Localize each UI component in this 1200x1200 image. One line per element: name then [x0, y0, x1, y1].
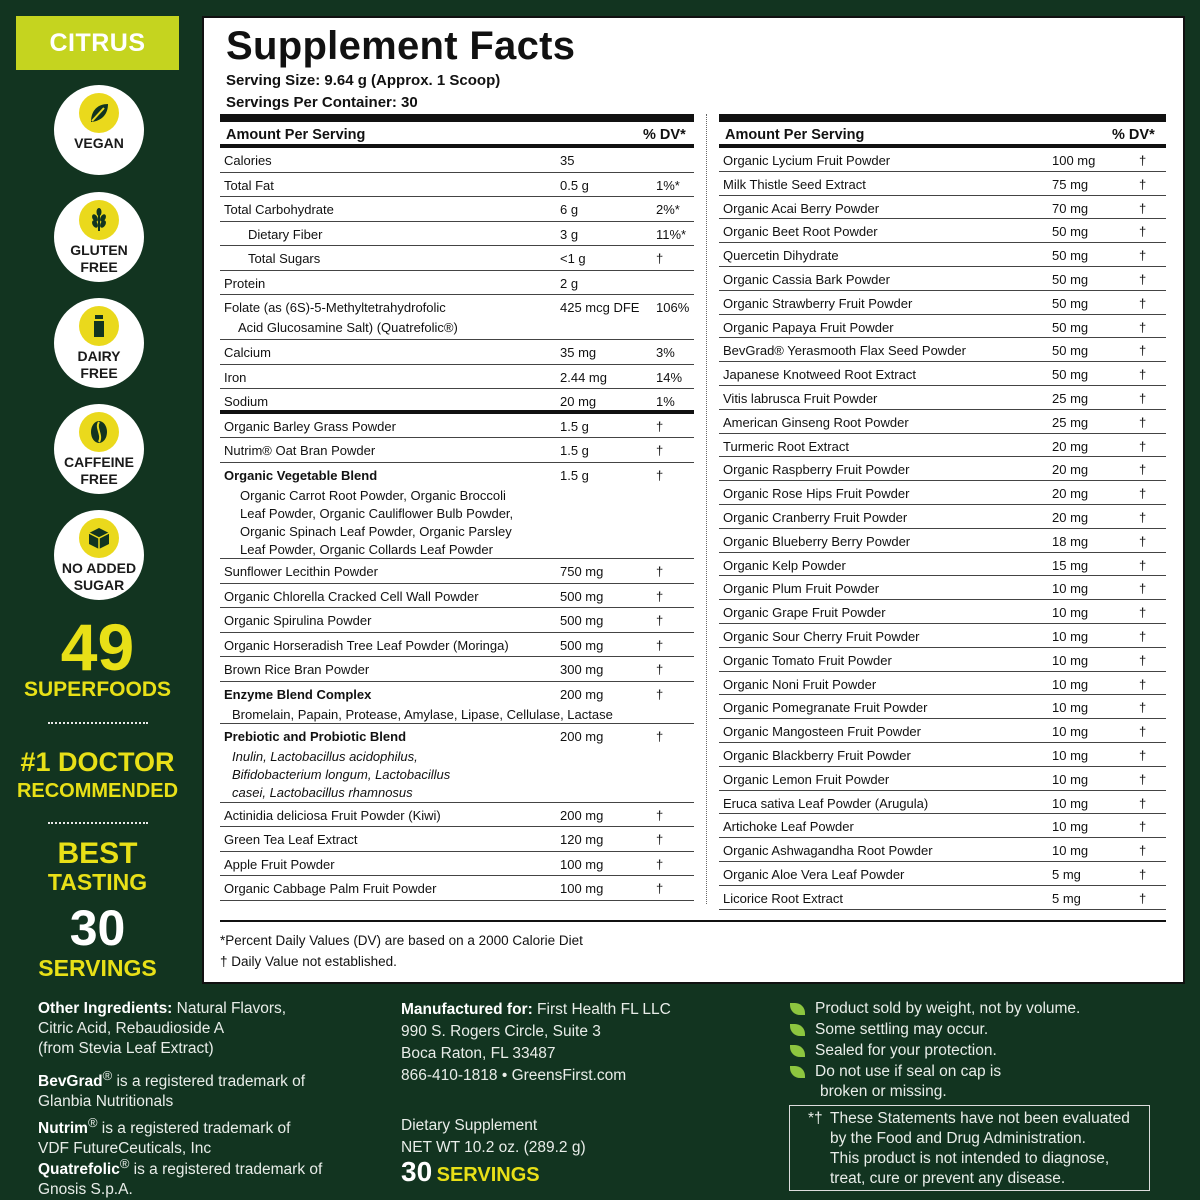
nutrient-name: Organic Tomato Fruit Powder [723, 652, 892, 668]
nutrient-name: Brown Rice Bran Powder [224, 662, 370, 677]
bullet-item: Do not use if seal on cap is [790, 1062, 1001, 1082]
trademark-bevgrad: BevGrad® is a registered trademark of Glanbia Nutritionals [38, 1068, 306, 1111]
nutrient-amount: 100 mg [560, 881, 604, 896]
facts-row [719, 838, 1166, 862]
bullet-item: Product sold by weight, not by volume. [790, 999, 1080, 1019]
nutrient-dv: 11%* [656, 226, 687, 242]
nutrient-name: Dietary Fiber [248, 226, 323, 242]
bottom-servings-count: 30 [401, 1156, 433, 1187]
nutrient-amount: 10 mg [1052, 843, 1089, 859]
nutrient-dv: † [656, 686, 664, 702]
facts-row [719, 457, 1166, 481]
badge-label: GLUTEN FREE [70, 242, 128, 275]
nutrient-amount: 500 mg [560, 613, 604, 628]
facts-row [220, 608, 694, 633]
nutrient-dv: † [656, 637, 664, 653]
nutrient-name: Turmeric Root Extract [723, 438, 849, 454]
nutrient-amount: 100 mg [560, 856, 604, 872]
nutrient-name: Actinidia deliciosa Fruit Powder (Kiwi) [224, 807, 441, 823]
sugar-cube-icon [79, 518, 119, 558]
footnote-dv: *Percent Daily Values (DV) are based on a 2000 Calorie Diet [220, 933, 583, 948]
nutrient-amount: 750 mg [560, 564, 604, 579]
nutrient-dv: † [656, 613, 664, 628]
facts-row [719, 267, 1166, 291]
nutrient-amount: 500 mg [560, 588, 604, 604]
nutrient-dv: † [1139, 486, 1147, 502]
facts-row [220, 173, 694, 198]
nutrient-dv: † [656, 729, 664, 744]
nutrient-name: Japanese Knotweed Root Extract [723, 367, 916, 383]
blend-ingredients: Organic Carrot Root Powder, Organic Broccoli [240, 487, 506, 503]
facts-row [220, 197, 694, 222]
nutrient-name: Organic Chlorella Cracked Cell Wall Powder [224, 588, 479, 604]
nutrient-name: Calcium [224, 345, 271, 360]
nutrient-name: Organic Horseradish Tree Leaf Powder (Moringa) [224, 637, 509, 653]
facts-row [220, 365, 694, 390]
nutrient-amount: 300 mg [560, 662, 604, 677]
nutrient-amount: 20 mg [1052, 509, 1089, 525]
badge-no-added-sugar [54, 510, 144, 600]
facts-row [220, 340, 694, 365]
serving-size: Serving Size: 9.64 g (Approx. 1 Scoop) [226, 72, 501, 89]
facts-row [220, 657, 694, 682]
nutrient-amount: 10 mg [1052, 819, 1089, 835]
nutrient-name: Organic Lemon Fruit Powder [723, 771, 890, 787]
facts-row [220, 803, 694, 828]
bullet-item-continued: broken or missing. [820, 1083, 947, 1100]
nutrient-name: Organic Cranberry Fruit Powder [723, 509, 908, 525]
badge-caffeine-free [54, 404, 144, 494]
nutrient-dv: † [1139, 628, 1147, 644]
facts-row [719, 243, 1166, 267]
nutrient-name: Organic Ashwagandha Root Powder [723, 843, 933, 859]
facts-row [220, 584, 694, 609]
badge-label: NO ADDED SUGAR [61, 560, 137, 593]
nutrient-name: Enzyme Blend Complex [224, 686, 372, 702]
column-header [220, 122, 694, 148]
facts-row [220, 724, 694, 803]
facts-row [719, 481, 1166, 505]
nutrient-amount: 75 mg [1052, 176, 1089, 192]
nutrient-dv: 106% [656, 300, 690, 315]
nutrient-amount: 10 mg [1052, 581, 1089, 597]
nutrient-name: Organic Beet Root Powder [723, 224, 878, 240]
blend-ingredients: casei, Lactobacillus rhamnosus [232, 785, 413, 800]
nutrient-dv: † [1139, 438, 1147, 454]
footnote-dagger: † Daily Value not established. [220, 954, 397, 969]
nutrient-dv: † [1139, 462, 1147, 478]
facts-row [719, 529, 1166, 553]
nutrient-amount: 2 g [560, 275, 579, 291]
nutrient-name: Protein [224, 275, 266, 291]
net-weight-info: Dietary Supplement NET WT 10.2 oz. (289.2 g) [401, 1117, 586, 1156]
blend-ingredients: Inulin, Lactobacillus acidophilus, [232, 749, 418, 764]
superfoods-label: SUPERFOODS [23, 678, 172, 701]
dv-header: % DV* [1112, 127, 1155, 143]
nutrient-dv: † [1139, 533, 1147, 549]
nutrient-amount: 18 mg [1052, 533, 1089, 549]
blend-ingredients: Bifidobacterium longum, Lactobacillus [232, 767, 451, 782]
nutrient-amount: 20 mg [1052, 486, 1089, 502]
nutrient-name: Apple Fruit Powder [224, 856, 335, 872]
nutrient-amount: 425 mcg DFE [560, 300, 640, 315]
amount-header: Amount Per Serving [725, 127, 865, 143]
nutrient-amount: 50 mg [1052, 271, 1089, 287]
nutrient-name: Organic Grape Fruit Powder [723, 605, 886, 621]
doctor-recommended: RECOMMENDED [16, 780, 179, 802]
superfoods-count: 49 [60, 610, 135, 684]
nutrient-dv: † [1139, 819, 1147, 835]
nutrient-dv: † [1139, 319, 1147, 335]
nutrient-amount: 20 mg [1052, 438, 1089, 454]
nutrient-amount: 5 mg [1052, 866, 1081, 882]
nutrient-name: Green Tea Leaf Extract [224, 832, 358, 847]
nutrient-amount: 2.44 mg [560, 369, 607, 385]
nutrient-amount: 10 mg [1052, 605, 1089, 621]
column-divider [706, 114, 707, 904]
nutrient-amount: 35 [560, 153, 575, 168]
facts-row [220, 246, 694, 271]
nutrient-name: Organic Barley Grass Powder [224, 418, 396, 434]
nutrient-amount: 1.5 g [560, 443, 589, 458]
facts-row [719, 600, 1166, 624]
nutrient-name: Organic Acai Berry Powder [723, 200, 880, 216]
nutrient-dv: † [1139, 176, 1147, 192]
nutrient-amount: 25 mg [1052, 414, 1089, 430]
nutrient-name: Sunflower Lecithin Powder [224, 564, 378, 579]
facts-row [220, 389, 694, 414]
facts-row [220, 559, 694, 584]
nutrient-amount: 3 g [560, 226, 579, 242]
nutrient-amount: 50 mg [1052, 224, 1089, 240]
trademark-nutrim: Nutrim® is a registered trademark of VDF FutureCeuticals, Inc [38, 1115, 291, 1158]
nutrient-name: BevGrad® Yerasmooth Flax Seed Powder [723, 343, 966, 359]
nutrient-amount: <1 g [560, 251, 586, 266]
nutrient-name: Iron [224, 369, 247, 385]
nutrient-dv: † [1139, 581, 1147, 597]
nutrient-amount: 50 mg [1052, 367, 1089, 383]
facts-row [220, 295, 694, 340]
nutrient-amount: 10 mg [1052, 628, 1089, 644]
facts-row [220, 438, 694, 463]
bullet-item: Sealed for your protection. [790, 1041, 997, 1061]
nutrient-amount: 10 mg [1052, 652, 1089, 668]
facts-row [719, 148, 1166, 172]
nutrient-dv: † [1139, 747, 1147, 763]
nutrient-dv: 14% [656, 369, 683, 385]
nutrient-name: Organic Vegetable Blend [224, 467, 378, 483]
nutrient-name: Organic Blueberry Berry Powder [723, 533, 911, 549]
manufacturer-info: Manufactured for: First Health FL LLC 990 S. Rogers Circle, Suite 3 Boca Raton, FL 33487 866-410-1818 • GreensFirst.com [401, 1001, 671, 1084]
nutrient-dv: † [656, 662, 664, 677]
other-ingredients: Other Ingredients: Natural Flavors, Citric Acid, Rebaudioside A (from Stevia Leaf Extract) [38, 1000, 287, 1057]
nutrient-dv: † [1139, 200, 1147, 216]
facts-row [719, 624, 1166, 648]
facts-left-column [220, 114, 694, 901]
facts-row [719, 695, 1166, 719]
doctor-claim: #1 DOCTOR [20, 747, 175, 777]
nutrient-name: Organic Spirulina Powder [224, 613, 372, 628]
nutrient-amount: 70 mg [1052, 200, 1089, 216]
facts-row [220, 827, 694, 852]
badge-gluten-free [54, 192, 144, 282]
servings-label: SERVINGS [38, 955, 157, 981]
nutrient-dv: † [1139, 390, 1147, 406]
nutrient-dv: † [656, 251, 664, 266]
nutrient-dv: 2%* [656, 202, 680, 217]
badge-dairy-free [54, 298, 144, 388]
facts-row [719, 434, 1166, 458]
nutrient-name: Eruca sativa Leaf Powder (Arugula) [723, 795, 929, 811]
nutrient-dv: † [656, 856, 664, 872]
nutrient-name: Organic Lycium Fruit Powder [723, 153, 891, 168]
nutrient-name: Total Fat [224, 177, 274, 193]
nutrient-dv: 3% [656, 345, 675, 360]
facts-row [220, 852, 694, 877]
supplement-facts-panel [202, 16, 1185, 984]
nutrient-amount: 20 mg [1052, 462, 1089, 478]
badge-label: DAIRY FREE [77, 348, 121, 381]
nutrient-amount: 10 mg [1052, 771, 1089, 787]
bullet-item: Some settling may occur. [790, 1020, 988, 1040]
nutrient-dv: † [656, 881, 664, 896]
amount-header: Amount Per Serving [226, 127, 366, 143]
nutrient-dv: † [1139, 224, 1147, 240]
facts-row [719, 410, 1166, 434]
nutrient-name: Artichoke Leaf Powder [723, 819, 854, 835]
nutrient-name: Folate (as (6S)-5-Methyltetrahydrofolic [224, 300, 446, 315]
badge-label: CAFFEINE FREE [64, 454, 134, 487]
nutrient-dv: † [1139, 248, 1147, 264]
nutrient-dv: † [1139, 795, 1147, 811]
nutrient-amount: 500 mg [560, 637, 604, 653]
facts-row [719, 172, 1166, 196]
footnote-rule [220, 920, 1166, 922]
facts-row [220, 876, 694, 901]
nutrient-dv: † [1139, 890, 1147, 906]
nutrient-name: American Ginseng Root Powder [723, 414, 909, 430]
facts-row [220, 414, 694, 439]
nutrient-amount: 200 mg [560, 686, 604, 702]
facts-row [719, 505, 1166, 529]
nutrient-name: Organic Plum Fruit Powder [723, 581, 880, 597]
nutrient-name: Sodium [224, 394, 269, 409]
facts-row [719, 315, 1166, 339]
facts-row [719, 291, 1166, 315]
best-label: BEST [57, 837, 138, 870]
nutrient-amount: 10 mg [1052, 676, 1089, 692]
badge-label: VEGAN [74, 135, 124, 151]
nutrient-amount: 20 mg [560, 394, 597, 409]
nutrient-name: Organic Pomegranate Fruit Powder [723, 700, 928, 716]
nutrient-dv: † [656, 807, 664, 823]
divider [48, 722, 148, 724]
facts-row [719, 338, 1166, 362]
nutrient-amount: 50 mg [1052, 295, 1089, 311]
leaf-bullet-icon [790, 1045, 805, 1057]
nutrient-dv: † [1139, 724, 1147, 740]
nutrient-name: Organic Noni Fruit Powder [723, 676, 877, 692]
nutrient-dv: † [656, 418, 664, 434]
nutrient-name: Organic Papaya Fruit Powder [723, 319, 894, 335]
nutrient-name: Organic Rose Hips Fruit Powder [723, 486, 910, 502]
nutrient-amount: 1.5 g [560, 418, 589, 434]
disclaimer-mark: *† [808, 1110, 823, 1127]
nutrient-amount: 10 mg [1052, 700, 1089, 716]
nutrient-name: Organic Cabbage Palm Fruit Powder [224, 881, 437, 896]
nutrient-amount: 50 mg [1052, 248, 1089, 264]
nutrient-amount: 10 mg [1052, 747, 1089, 763]
nutrient-amount: 10 mg [1052, 724, 1089, 740]
facts-row [719, 743, 1166, 767]
leaf-bullet-icon [790, 1024, 805, 1036]
servings-per-container: Servings Per Container: 30 [226, 94, 418, 111]
nutrient-dv: 1%* [656, 177, 680, 193]
nutrient-amount: 50 mg [1052, 343, 1089, 359]
nutrient-dv: † [1139, 700, 1147, 716]
facts-row [719, 767, 1166, 791]
bottom-servings [401, 1156, 540, 1188]
nutrient-dv: † [1139, 676, 1147, 692]
blend-ingredients: Bromelain, Papain, Protease, Amylase, Lipase, Cellulase, Lactase [232, 706, 613, 722]
facts-row [719, 814, 1166, 838]
blend-ingredients: Leaf Powder, Organic Cauliflower Bulb Powder, [240, 505, 514, 521]
facts-row [719, 219, 1166, 243]
nutrient-name: Total Carbohydrate [224, 202, 334, 217]
nutrient-amount: 15 mg [1052, 557, 1089, 573]
facts-row [719, 672, 1166, 696]
nutrient-amount: 100 mg [1052, 153, 1096, 168]
nutrient-dv: † [1139, 295, 1147, 311]
nutrient-dv: † [656, 443, 664, 458]
tasting-label: TASTING [47, 869, 148, 895]
nutrient-amount: 200 mg [560, 807, 604, 823]
badge-vegan [54, 85, 144, 175]
dv-header: % DV* [643, 127, 686, 143]
nutrient-name: Calories [224, 153, 272, 168]
facts-row [220, 271, 694, 296]
nutrient-amount: 10 mg [1052, 795, 1089, 811]
nutrient-name: Organic Blackberry Fruit Powder [723, 747, 911, 763]
panel-title: Supplement Facts [226, 24, 576, 68]
wheat-icon [79, 200, 119, 240]
nutrient-amount: 120 mg [560, 832, 604, 847]
servings-count: 30 [69, 900, 126, 956]
blend-ingredients: Organic Spinach Leaf Powder, Organic Parsley [240, 523, 512, 539]
nutrient-dv: † [656, 564, 664, 579]
nutrient-dv: † [1139, 557, 1147, 573]
nutrient-name: Organic Strawberry Fruit Powder [723, 295, 913, 311]
nutrient-dv: † [656, 832, 664, 847]
nutrient-dv: † [1139, 771, 1147, 787]
nutrient-amount: 6 g [560, 202, 579, 217]
nutrient-name-line2: Acid Glucosamine Salt) (Quatrefolic®) [238, 320, 458, 335]
nutrient-name: Organic Aloe Vera Leaf Powder [723, 866, 905, 882]
nutrient-name: Organic Mangosteen Fruit Powder [723, 724, 921, 740]
facts-row [220, 463, 694, 560]
nutrient-dv: † [1139, 271, 1147, 287]
nutrient-dv: † [1139, 343, 1147, 359]
facts-row [719, 196, 1166, 220]
nutrient-name: Total Sugars [248, 251, 321, 266]
facts-row [220, 222, 694, 247]
facts-row [719, 648, 1166, 672]
facts-row [719, 719, 1166, 743]
leaf-bullet-icon [790, 1066, 805, 1078]
nutrient-amount: 0.5 g [560, 177, 589, 193]
facts-row [719, 386, 1166, 410]
coffee-bean-icon [79, 412, 119, 452]
nutrient-dv: † [656, 467, 664, 483]
fda-disclaimer: *† These Statements have not been evaluated by the Food and Drug Administration. This product is not intended to diagnose, treat, cure or prevent any disease. [789, 1105, 1150, 1191]
nutrient-amount: 35 mg [560, 345, 597, 360]
leaf-icon [79, 93, 119, 133]
nutrient-dv: † [656, 588, 664, 604]
nutrient-amount: 50 mg [1052, 319, 1089, 335]
nutrient-name: Nutrim® Oat Bran Powder [224, 443, 376, 458]
nutrient-amount: 200 mg [560, 729, 604, 744]
nutrient-name: Milk Thistle Seed Extract [723, 176, 866, 192]
nutrient-name: Prebiotic and Probiotic Blend [224, 729, 407, 744]
nutrient-name: Organic Raspberry Fruit Powder [723, 462, 910, 478]
facts-row [719, 791, 1166, 815]
nutrient-amount: 25 mg [1052, 390, 1089, 406]
nutrient-amount: 5 mg [1052, 890, 1081, 906]
facts-row [719, 886, 1166, 910]
nutrient-dv: † [1139, 153, 1147, 168]
bottom-servings-label: SERVINGS [436, 1164, 540, 1186]
milk-bottle-icon [79, 306, 119, 346]
divider [48, 822, 148, 824]
leaf-bullet-icon [790, 1003, 805, 1015]
nutrient-dv: † [1139, 367, 1147, 383]
nutrient-name: Quercetin Dihydrate [723, 248, 839, 264]
nutrient-name: Organic Sour Cherry Fruit Powder [723, 628, 920, 644]
column-header [719, 122, 1166, 148]
facts-row [719, 362, 1166, 386]
nutrient-dv: 1% [656, 394, 675, 409]
facts-row [220, 682, 694, 725]
facts-row [719, 862, 1166, 886]
nutrient-dv: † [1139, 866, 1147, 882]
nutrient-name: Licorice Root Extract [723, 890, 843, 906]
nutrient-dv: † [1139, 843, 1147, 859]
nutrient-name: Organic Cassia Bark Powder [723, 271, 890, 287]
facts-row [220, 633, 694, 658]
nutrient-name: Vitis labrusca Fruit Powder [723, 390, 878, 406]
trademark-quatrefolic: Quatrefolic® is a registered trademark of Gnosis S.p.A. [38, 1156, 323, 1199]
facts-right-column [719, 114, 1166, 910]
nutrient-dv: † [1139, 652, 1147, 668]
facts-row [719, 553, 1166, 577]
facts-row [719, 576, 1166, 600]
nutrient-name: Organic Kelp Powder [723, 557, 846, 573]
nutrient-dv: † [1139, 509, 1147, 525]
flavor-tag: CITRUS [16, 16, 179, 70]
blend-ingredients: Leaf Powder, Organic Collards Leaf Powder [240, 541, 493, 557]
facts-row [220, 148, 694, 173]
nutrient-dv: † [1139, 605, 1147, 621]
nutrient-dv: † [1139, 414, 1147, 430]
nutrient-amount: 1.5 g [560, 467, 589, 483]
